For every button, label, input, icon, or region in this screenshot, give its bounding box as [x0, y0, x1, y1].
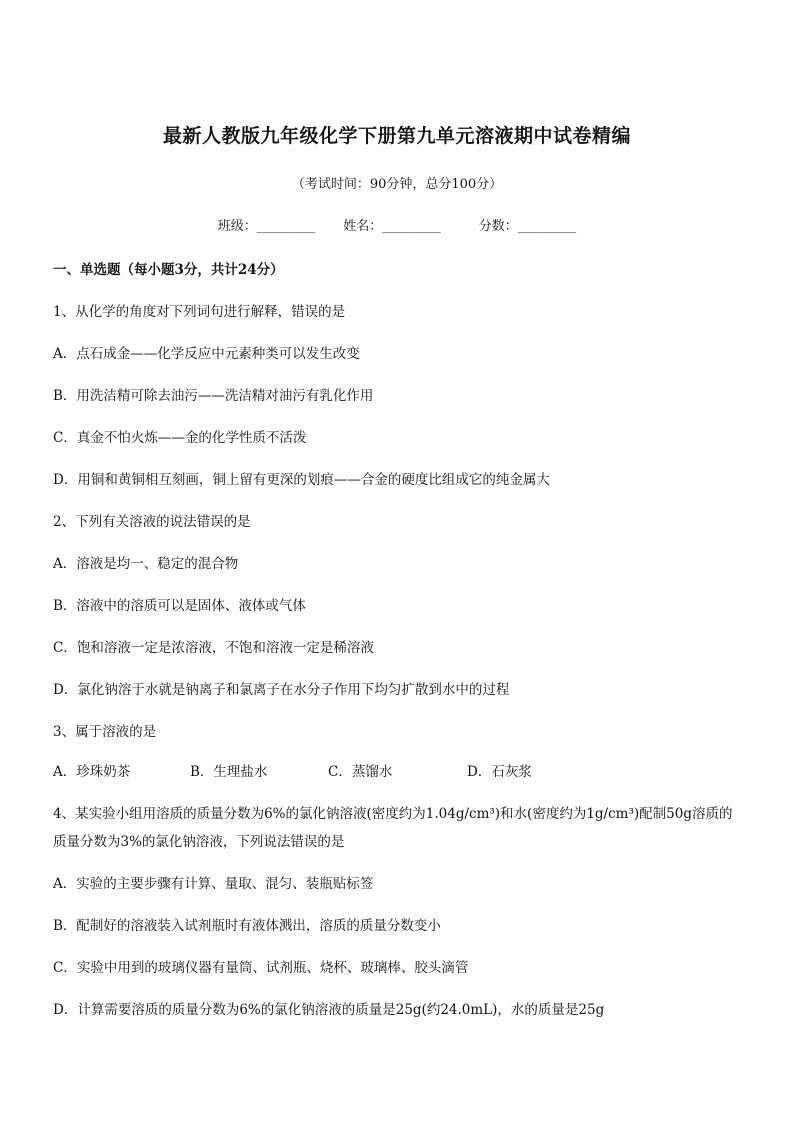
page-title: 最新人教版九年级化学下册第九单元溶液期中试卷精编 [162, 125, 631, 147]
name-field: 姓名：_________ [343, 219, 441, 234]
exam-duration-note: （考试时间：90分钟，总分100分） [291, 177, 503, 192]
question-2-option-a: A．溶液是均一、稳定的混合物 [53, 556, 239, 572]
section-heading: 一、单选题（每小题3分，共计24分） [53, 262, 284, 278]
question-2-option-b: B．溶液中的溶质可以是固体、液体或气体 [53, 598, 306, 614]
question-1-option-c: C．真金不怕火炼——金的化学性质不活泼 [53, 430, 307, 446]
question-4-option-c: C．实验中用到的玻璃仪器有量筒、试剂瓶、烧杯、玻璃棒、胶头滴管 [53, 960, 469, 976]
question-3-options [53, 760, 532, 780]
question-4-option-b: B．配制好的溶液装入试剂瓶时有液体溅出，溶质的质量分数变小 [53, 918, 441, 934]
question-3-option-c: C．蒸馏水 [328, 764, 393, 780]
question-3-option-d: D．石灰浆 [467, 764, 532, 780]
question-4-option-a: A．实验的主要步骤有计算、量取、混匀、装瓶贴标签 [53, 876, 374, 892]
question-1-option-d: D．用铜和黄铜相互刻画，铜上留有更深的划痕——合金的硬度比组成它的纯金属大 [53, 472, 550, 488]
score-field: 分数：_________ [478, 219, 577, 234]
question-3-option-a: A．珍珠奶茶 [53, 764, 131, 780]
question-2-stem: 2、下列有关溶液的说法错误的是 [53, 514, 251, 530]
student-info-row [0, 215, 794, 234]
question-2-option-d: D．氯化钠溶于水就是钠离子和氯离子在水分子作用下均匀扩散到水中的过程 [53, 682, 510, 698]
question-4-option-d: D．计算需要溶质的质量分数为6%的氯化钠溶液的质量是25g(约24.0mL)，水的质量是25g [53, 1002, 605, 1018]
question-2-option-c: C．饱和溶液一定是浓溶液，不饱和溶液一定是稀溶液 [53, 640, 374, 656]
question-1-option-b: B．用洗洁精可除去油污——洗洁精对油污有乳化作用 [53, 388, 374, 404]
question-3-option-b: B．生理盐水 [190, 764, 268, 780]
question-3-stem: 3、属于溶液的是 [53, 724, 157, 740]
class-field: 班级：_________ [217, 219, 316, 234]
question-1-stem: 1、从化学的角度对下列词句进行解释，错误的是 [53, 304, 346, 320]
question-4-stem: 4、某实验小组用溶质的质量分数为6%的氯化钠溶液(密度约为1.04g/cm³)和水(密度约为1g/cm³)配制50g溶质的质量分数为3%的氯化钠溶液，下列说法错误的是 [53, 806, 733, 850]
question-1-option-a: A．点石成金——化学反应中元素种类可以发生改变 [53, 346, 360, 362]
